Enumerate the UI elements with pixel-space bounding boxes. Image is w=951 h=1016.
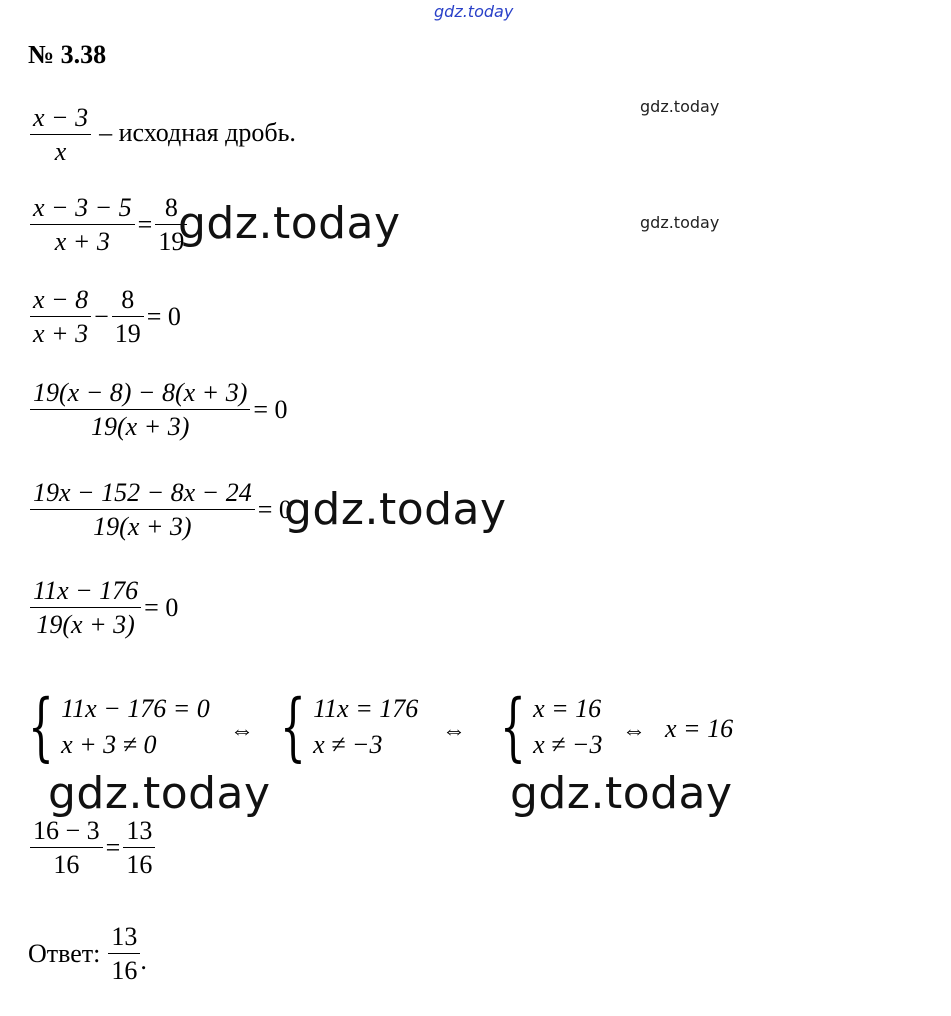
watermark-big-4: gdz.today	[510, 768, 733, 819]
original-fraction-line	[30, 105, 296, 165]
equation-8-rhs-fraction	[123, 818, 155, 878]
watermark-big-1: gdz.today	[178, 198, 401, 249]
system-2-equation: 11x = 176	[313, 694, 419, 724]
answer-label: Ответ:	[28, 939, 101, 969]
fraction-numerator: 11x − 176	[33, 576, 139, 605]
equivalence-symbol-3: ⇔	[622, 718, 646, 744]
original-fraction	[30, 105, 91, 165]
system-1-equation: 11x − 176 = 0	[61, 694, 210, 724]
minus-sign: −	[94, 302, 109, 332]
equation-5-fraction	[30, 480, 255, 540]
fraction-denominator: x	[54, 137, 67, 167]
equation-line-3	[30, 287, 184, 347]
equation-8-fraction	[30, 818, 103, 878]
fraction-denominator: 19	[158, 227, 185, 257]
fraction-denominator: 16	[111, 956, 138, 986]
equation-rhs: = 0	[144, 593, 179, 623]
watermark-big-2: gdz.today	[284, 484, 507, 535]
system-1-condition: x + 3 ≠ 0	[61, 730, 157, 760]
fraction-numerator: 13	[126, 816, 153, 845]
answer-fraction	[108, 924, 140, 984]
system-3	[500, 684, 603, 770]
fraction-denominator: 16	[126, 850, 153, 880]
original-fraction-caption: – исходная дробь.	[99, 118, 296, 148]
fraction-numerator: 16 − 3	[33, 816, 100, 845]
equation-3-second-fraction	[112, 287, 144, 347]
answer-line	[28, 924, 147, 984]
fraction-numerator: 13	[111, 922, 138, 951]
system-1	[28, 684, 210, 770]
watermark-big-3: gdz.today	[48, 768, 271, 819]
watermark-small-1: gdz.today	[640, 97, 720, 116]
equation-3-fraction	[30, 287, 91, 347]
fraction-denominator: 19(x + 3)	[36, 610, 135, 640]
system-3-condition: x ≠ −3	[533, 730, 603, 760]
system-2	[280, 684, 419, 770]
watermark-top: gdz.today	[434, 2, 514, 21]
fraction-numerator: 19x − 152 − 8x − 24	[33, 478, 252, 507]
equation-line-4	[30, 380, 291, 440]
left-brace: {	[280, 684, 306, 770]
left-brace: {	[28, 684, 54, 770]
fraction-numerator: 8	[121, 285, 135, 314]
fraction-denominator: 19(x + 3)	[93, 512, 192, 542]
fraction-denominator: 16	[53, 850, 80, 880]
fraction-numerator: 8	[164, 193, 178, 222]
fraction-denominator: x + 3	[33, 319, 89, 349]
watermark-small-2: gdz.today	[640, 213, 720, 232]
system-3-equation: x = 16	[533, 694, 602, 724]
fraction-numerator: x − 8	[33, 285, 89, 314]
equation-6-fraction	[30, 578, 141, 638]
fraction-numerator: x − 3 − 5	[33, 193, 132, 222]
solution-result: x = 16	[665, 714, 734, 743]
equation-line-5	[30, 480, 295, 540]
system-2-condition: x ≠ −3	[313, 730, 383, 760]
equals-sign: =	[137, 210, 153, 240]
left-brace: {	[500, 684, 526, 770]
fraction-denominator: 19(x + 3)	[90, 412, 190, 442]
fraction-denominator: x + 3	[54, 227, 110, 257]
equation-rhs: = 0	[253, 395, 288, 425]
equivalence-symbol-1: ⇔	[230, 718, 254, 744]
fraction-numerator: x − 3	[33, 103, 89, 132]
equation-rhs: = 0	[257, 495, 292, 525]
equation-line-6	[30, 578, 181, 638]
equation-line-2	[30, 195, 187, 255]
problem-number: № 3.38	[28, 40, 107, 69]
equation-line-8	[30, 818, 155, 878]
equation-4-fraction	[30, 380, 250, 440]
equation-2-fraction	[30, 195, 135, 255]
fraction-numerator: 19(x − 8) − 8(x + 3)	[33, 378, 248, 407]
answer-period: .	[140, 946, 147, 976]
equation-rhs: = 0	[146, 302, 181, 332]
equals-sign: =	[105, 833, 121, 863]
fraction-denominator: 19	[114, 319, 141, 349]
equivalence-symbol-2: ⇔	[442, 718, 466, 744]
